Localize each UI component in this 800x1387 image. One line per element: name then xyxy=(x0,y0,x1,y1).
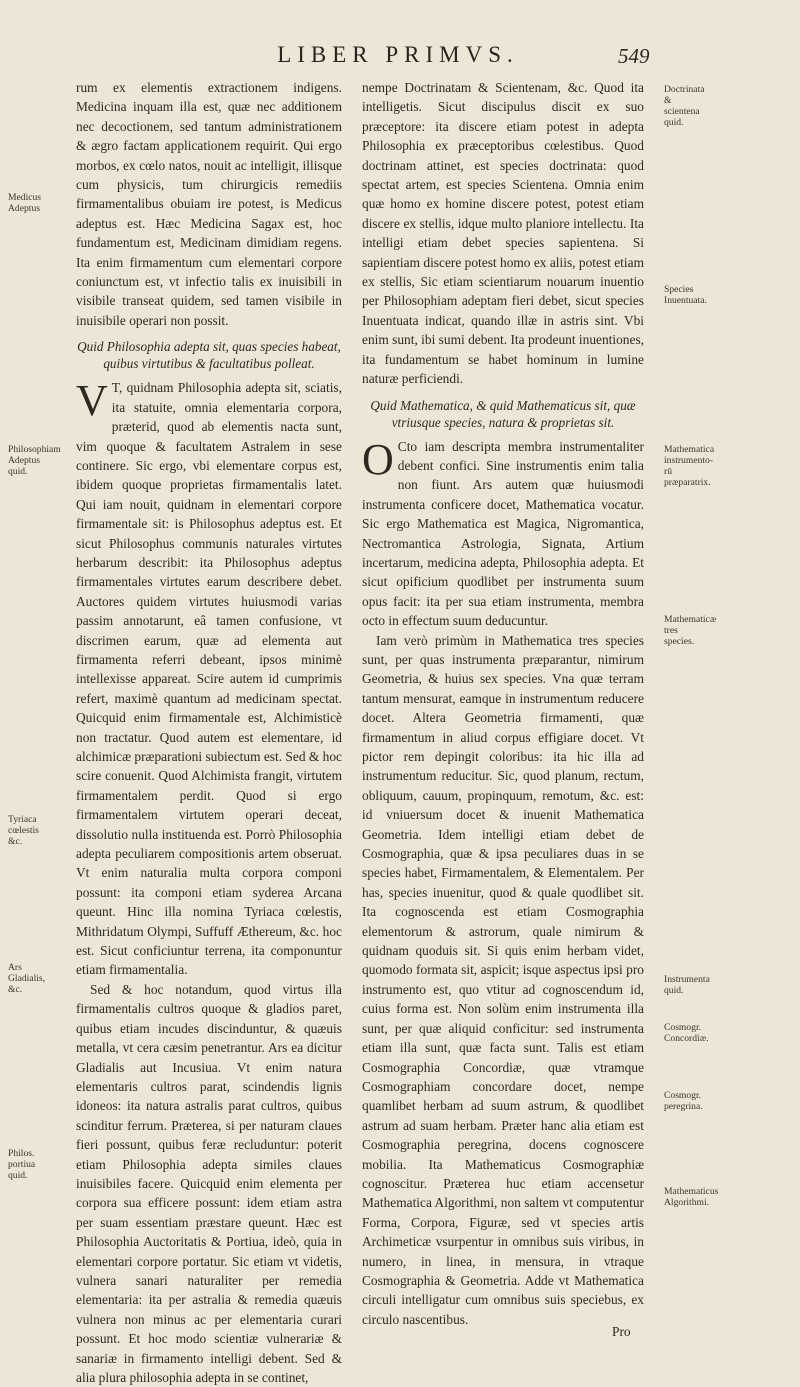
margin-note-right-7: Cosmogr. peregrina. xyxy=(664,1090,703,1112)
catchword: Pro xyxy=(612,1324,631,1339)
left-column xyxy=(76,78,342,1387)
margin-note-left-4: Ars Gladialis, &c. xyxy=(8,962,46,995)
margin-note-right-3: Mathematica instrumentorū præparatrix. xyxy=(664,444,715,488)
right-column xyxy=(362,78,644,1329)
left-paragraph-1: rum ex elementis extractionem indigens. Medicina inquam illa est, quæ nec additionem nec decoctionem, sed tantum administrationem & ægro factam applicationem requirit. Qui ergo morbos, ex cœlo natos, nouit ac intelligit, illisque cum physicis, tum chirurgicis remediis firmamentalibus obuiam ire potest, is Medicus adeptus est. Hæc Medicina Sagax est, hoc fundamentum est, Medicinam dimidiam regens. Ita enim firmamentum cum elementari corpore coniunctum est, vt infectio talis ex inuisibili in visibile transeat quidem, sed tamen visibile in inuisibile operari non possit. xyxy=(76,80,342,328)
right-paragraph-2: Cto iam descripta membra instrumentaliter debent confici. Sine instrumentis enim talia non fiunt. Ars autem quæ huiusmodi instrumenta conficere docet, Mathematica vocatur. Sic ergo Mathematica est Magica, Nigromantica, Nectromantica Astrologia, Signata, Artium incertarum, medicina adepta, Philosophia adepta. Et sicut opificium quodlibet per instrumenta suum opus facit: ita per sua etiam instrumenta, membra octo in effectum suum deducuntur. xyxy=(362,438,644,629)
page-number: 549 xyxy=(618,44,650,68)
dropcap-o: O xyxy=(362,434,394,484)
left-paragraph-2-wrapper xyxy=(76,378,342,980)
right-paragraph-3: Iam verò primùm in Mathematica tres species sunt, per quas instrumenta præparantur, nimirum Geometria, & huius sex species. Vna quæ terram tantum mensurat, eamque in instrumentum reducere docet. Altera Geometria firmamenti, quæ firmamentum in aliud corpus effigiare docet. Vt pictor rem depingit coloribus: ita hic illa ad instrumentum reducitur. Sic, quod planum, rectum, obliquum, cauum, propinquum, remotum, &c. est: id vniuersum docet & inuenit Mathematica Geometria. Idem intelligi etiam debet de Cosmographia, quæ & ipsa peculiares duas in se species habet, Firmamentalem, & Elementalem. Per has, species inuenitur, quod & quale quodlibet sit. Ita cognoscenda est etiam Cosmographia elementorum & astrorum, quale nimirum & quidnam quoduis sit. Si quis enim herbam videt, quomodo formata sit, aspicit; isque aspectus ipsi pro instrumento est, quo vtitur ad cognoscendum id, cuius forma est. Non solùm enim instrumenta illa sunt, per quæ aliquid conficitur: sed instrumenta etiam illa sunt, quæ facta sunt. Talis est etiam Cosmographia Concordiæ, quæ vtramque Cosmographiam concordare docet, nempe quamlibet herbam ad suum astrum, & quodlibet astrum ad suam herbam. Præter hanc alia etiam est Cosmographia peregrina, docens cognoscere mobilia. Ita Mathematicus Cosmographiæ cognoscitur. Præterea huc etiam accensetur Mathematica Algorithmi, non saltem vt computentur Forma, Corpora, Figuræ, sed vt species artis Archimeticæ vsurpentur in omnibus suis viribus, in numero, in linea, in mensura, in vtraque Cosmographia & Geometria. Adde vt Mathematica circuli intelligatur cum omnibus suis speciebus, ex circulo nascentibus. xyxy=(362,632,644,1327)
margin-note-right-2: Species Inuentuata. xyxy=(664,284,707,306)
margin-note-left-5: Philos. portiua quid. xyxy=(8,1148,36,1181)
margin-note-right-8: Mathematicus Algorithmi. xyxy=(664,1186,719,1208)
right-paragraph-2-wrapper xyxy=(362,434,644,631)
left-paragraph-3: Sed & hoc notandum, quod virtus illa firmamentalis cultros quoque & gladios paret, quibus etiam incudes discinduntur, & quæuis metalla, vt cera cæsim penetrantur. Ars ea dicitur Gladialis aut Incusiua. Vt enim natura elementaris cultros parat, scindendis lignis idoneos: ita natura astralis parat cultros, quibus scinditur ferrum. Præterea, si per naturam claues fieri possunt, quibus feræ recluduntur: poterit etiam Philosophia adepta similes claues inuisibiles facere. Quicquid enim elementa per corpora sua efficere possunt: idem etiam astra per suam essentiam præstare queunt. Hæc est Philosophia Auctoritatis & Portiua, ideò, quia in elementari corpore portatur. Sic etiam vt videtis, vulnera sanari naturaliter per remedia elementaria: ita per astralia & remedia quæuis vulnera non minus ac per elementaria curari possunt. Et hoc modo scientiæ vulnerariæ & sanariæ in firmamento intelligi debent. Sed & alia plura philosophia adepta in se continet, xyxy=(76,981,342,1385)
left-paragraph-2: T, quidnam Philosophia adepta sit, sciatis, ita statuite, omnia elementaria corpora, præterid, quod ab elementis nacta sunt, vim quoque & facultatem Astralem in sese continere. Sic ergo, vbi elementare corpus est, ibidem quoque proprietas firmamentalis latet. Qui iam nouit, quidnam in elementari corpore firmamentale sit: is Philosophus adeptus est. Et sicut Philosophus communis naturales virtutes herbarum describit: ita Philosophus adeptus firmamentales virtutes earum describere debet. Auctores quidem virtutes huiusmodi varias passim annotarunt, eâ tamen confusione, vt discrimen earum, quæ ad elementa aut firmamenta referri debeant, ipsos minimè intellexisse appareat. Scire autem id cumprimis refert, maximè quantum ad medicinam spectat. Quicquid enim firmamentale est, Alchimisticè non tractatur. Quod autem est elementare, id alchimicæ præparationi subiectum est. Sed & hoc scire conuenit. Quod Alchimista frangit, virtutem firmamentalem perdit. Quod si ergo firmamentalem virtutem operari deceat, dissolutio nulla instituenda est. Porrò Philosophia adepta peculiarem compositionis artem obseruat. Vt enim naturalia multa corpora componi possunt: ita componi etiam syderea Arcana queunt. Hinc illa nomina Tyriaca cœlestis, Mithridatum Olympi, Suffuff Æthereum, &c. hoc est. Sicut conficiuntur terrena, ita componuntur etiam firmamentalia. xyxy=(76,380,342,978)
margin-note-left-2: Philosophiam Adeptus quid. xyxy=(8,444,61,477)
margin-note-right-4: Mathematicæ tres species. xyxy=(664,614,717,647)
margin-note-left-3: Tyriaca cœlestis &c. xyxy=(8,814,39,847)
margin-note-right-1: Doctrinata & scientena quid. xyxy=(664,84,705,128)
margin-note-right-5: Instrumenta quid. xyxy=(664,974,710,996)
margin-note-right-6: Cosmogr. Concordiæ. xyxy=(664,1022,709,1044)
right-section-heading: Quid Mathematica, & quid Mathematicus sit, quæ vtriusque species, natura & proprietas sit. xyxy=(370,397,636,430)
running-title: LIBER PRIMVS. xyxy=(277,42,519,67)
left-section-heading: Quid Philosophia adepta sit, quas species habeat, quibus virtutibus & facultatibus polleat. xyxy=(77,339,341,372)
right-paragraph-1: nempe Doctrinatam & Scientenam, &c. Quod ita intelligetis. Sicut discipulus discit ex suo præceptore: ita discere etiam potest in adepta Philosophia ex præceptoribus cœlestibus. Quod doctrinam attinet, est species doctrinata: quod spectat artem, est species Scientena. Omnia enim quæ homo ex homine discere potest, potest etiam discere ex stellis, idque multo planiore intellectu. Ita intelligi etiam debet species sapientena. Si sapientiam discere potest homo ex aliis, potest etiam ex stellis, Sic etiam scientiarum nouarum inuentio per Philosophiam adeptam fieri debet, sicut species Inuentuata indicat, quando illæ in astris sint. Vbi enim sunt, ibi sumi debent. Ita prodeunt inuentiones, ita fundamentum se habet hominum in lumine naturæ perficiendi. xyxy=(362,80,644,387)
page-header xyxy=(0,42,800,72)
dropcap-v: V xyxy=(76,376,108,426)
margin-note-left-1: Medicus Adeptus xyxy=(8,192,42,214)
